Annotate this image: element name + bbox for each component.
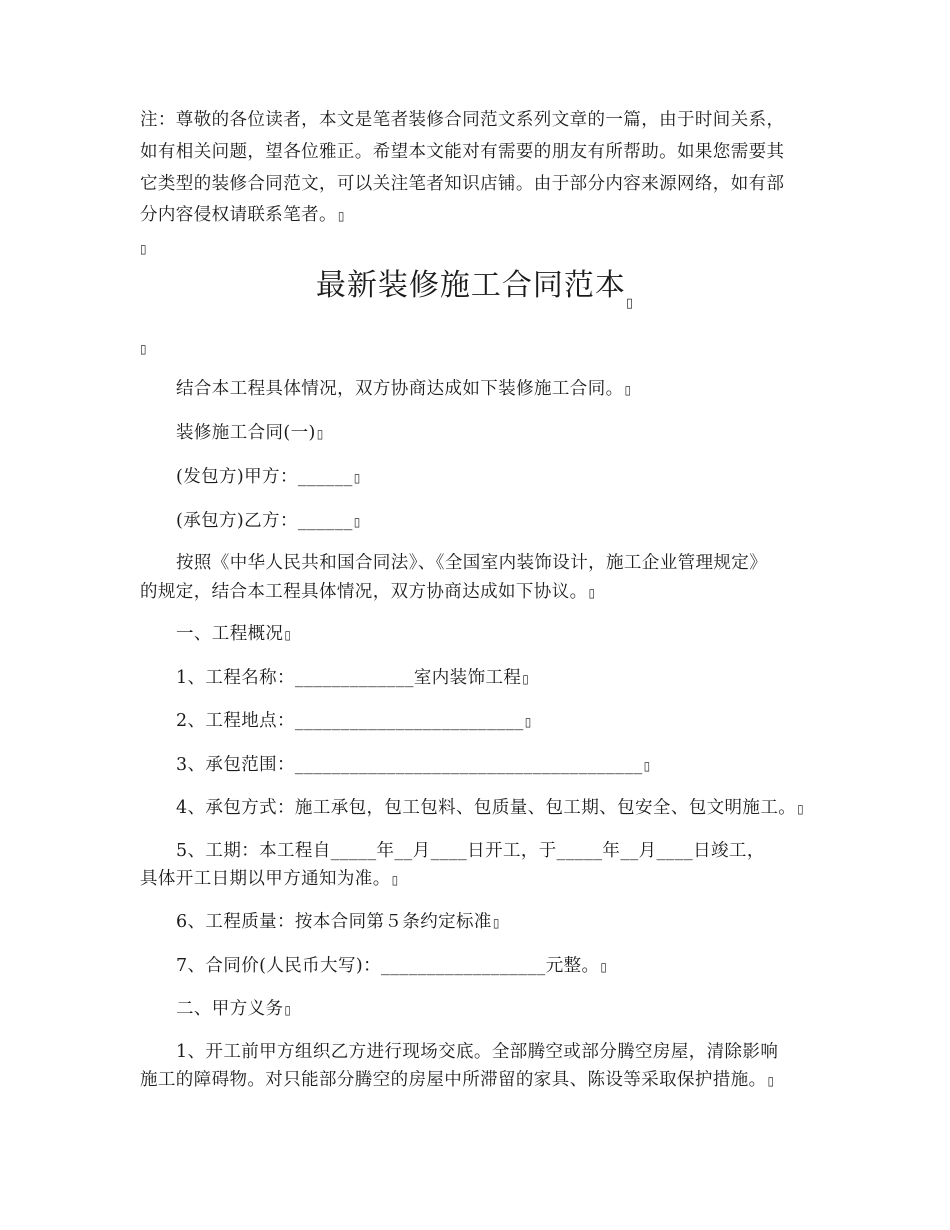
paragraph-mark-icon: ▯ xyxy=(767,1074,775,1088)
paragraph-mark-icon: ▯ xyxy=(316,427,324,441)
basis-text: 按照《中华人民共和国合同法》、《全国室内装饰设计，施工企业管理规定》 xyxy=(176,553,768,573)
note-line-3 xyxy=(140,172,784,196)
item-text: 4、承包方式：施工承包，包工包料、包质量、包工期、包安全、包文明施工。 xyxy=(176,798,797,818)
paragraph-mark-icon: ▯ xyxy=(625,296,635,311)
note-line-4 xyxy=(140,203,345,228)
document-title xyxy=(0,266,950,324)
note-text: 如有相关问题，望各位雅正。希望本文能对有需要的朋友有所帮助。如果您需要其 xyxy=(140,142,785,162)
paragraph-mark-icon: ▯ xyxy=(284,1003,292,1017)
paragraph-mark-icon: ▯ xyxy=(797,802,805,816)
paragraph-mark-icon: ▯ xyxy=(588,586,596,600)
item-3 xyxy=(176,753,651,778)
paragraph-mark-icon: ▯ xyxy=(353,515,361,529)
duty-1-line-1 xyxy=(176,1040,778,1064)
section-title: 一、工程概况 xyxy=(176,624,284,644)
paragraph-mark-icon: ▯ xyxy=(624,383,632,397)
contract-heading xyxy=(176,421,324,446)
paragraph-mark-icon: ▯ xyxy=(337,209,345,223)
paragraph-mark-icon: ▯ xyxy=(140,342,147,356)
intro-text: 结合本工程具体情况，双方协商达成如下装修施工合同。 xyxy=(176,379,624,399)
party-b xyxy=(176,509,361,534)
paragraph-mark-icon: ▯ xyxy=(353,471,361,485)
paragraph-mark-icon: ▯ xyxy=(492,916,500,930)
item-4 xyxy=(176,796,804,821)
duty-text: 1、开工前甲方组织乙方进行现场交底。全部腾空或部分腾空房屋，清除影响 xyxy=(176,1042,779,1062)
contract-heading-text: 装修施工合同(一) xyxy=(176,423,316,443)
item-7 xyxy=(176,954,607,979)
section-heading-2 xyxy=(176,997,291,1022)
basis-line-2 xyxy=(140,580,596,605)
note-line-1 xyxy=(140,108,784,132)
paragraph-mark-icon: ▯ xyxy=(524,715,532,729)
paragraph-mark-icon: ▯ xyxy=(140,242,147,256)
item-5-line-1 xyxy=(176,839,765,863)
item-6 xyxy=(176,910,500,935)
intro-paragraph xyxy=(176,377,632,402)
note-text: 它类型的装修合同范文，可以关注笔者知识店铺。由于部分内容来源网络，如有部 xyxy=(140,174,785,194)
paragraph-mark-icon: ▯ xyxy=(522,672,530,686)
note-text: 分内容侵权请联系笔者。 xyxy=(140,205,337,225)
item-text: 具体开工日期以甲方通知为准。 xyxy=(140,869,391,889)
item-2 xyxy=(176,709,532,734)
paragraph-mark-icon: ▯ xyxy=(643,759,651,773)
section-title: 二、甲方义务 xyxy=(176,999,284,1019)
party-a-text: (发包方)甲方：______ xyxy=(176,467,353,487)
duty-text: 施工的障碍物。对只能部分腾空的房屋中所滞留的家具、陈设等采取保护措施。 xyxy=(140,1070,767,1090)
paragraph-mark-icon: ▯ xyxy=(391,873,399,887)
item-5-line-2 xyxy=(140,867,399,892)
section-heading-1 xyxy=(176,622,291,647)
note-line-2 xyxy=(140,140,784,164)
title-text: 最新装修施工合同范本 xyxy=(315,268,626,303)
duty-1-line-2 xyxy=(140,1068,775,1093)
basis-text: 的规定，结合本工程具体情况，双方协商达成如下协议。 xyxy=(140,582,588,602)
party-b-text: (承包方)乙方：______ xyxy=(176,511,353,531)
item-text: 7、合同价(人民币大写)：__________________元整。 xyxy=(176,956,600,976)
paragraph-mark-icon: ▯ xyxy=(284,628,292,642)
item-text: 1、工程名称：_____________室内装饰工程 xyxy=(176,668,522,688)
paragraph-mark-icon: ▯ xyxy=(600,960,608,974)
item-1 xyxy=(176,666,529,691)
note-text: 注：尊敬的各位读者，本文是笔者装修合同范文系列文章的一篇，由于时间关系， xyxy=(140,110,785,130)
item-text: 6、工程质量：按本合同第５条约定标准 xyxy=(176,912,492,932)
item-text: 5、工期：本工程自_____年__月____日开工，于_____年__月____日竣工， xyxy=(176,841,765,861)
basis-line-1 xyxy=(176,551,767,575)
party-a xyxy=(176,465,361,490)
item-text: 3、承包范围：______________________________________ xyxy=(176,755,643,775)
item-text: 2、工程地点：_________________________ xyxy=(176,711,524,731)
